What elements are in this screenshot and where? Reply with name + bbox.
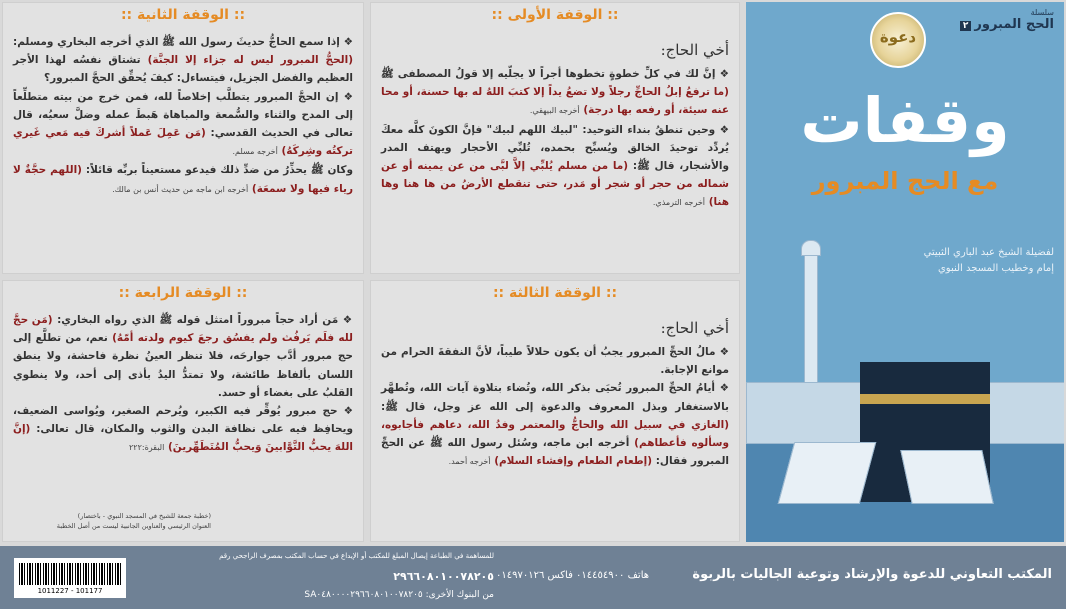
panel-body xyxy=(371,59,739,213)
text: ❖ وحين تنطقُ بنداء التوحيد: "لبيك اللهم لبيك" فإنَّ الكونَ كلَّه معكَ يُردِّد توحيدَ الخالق ويُسبِّح بحمده، تُلبِّي الأحجار ويهتف المدر والأشجار، قال ﷺ: xyxy=(381,123,730,173)
footnote-line: العنوان الرئيسي والعناوين الجانبية ليست من أصل الخطبة xyxy=(56,522,211,530)
hadith-quote: (الحجُّ المبرور ليس له جزاء إلا الجنَّة) xyxy=(147,54,354,67)
panel-fourth-stop xyxy=(2,280,364,542)
greeting: أخي الحاج: xyxy=(660,319,729,337)
hadith-quote: (الغازي في سبيل الله والحاجُّ والمعتمر وفدُ الله، دعاهم فأجابوه، وسألوه فأعطاهم) xyxy=(381,418,729,450)
text: ❖ حج مبرور يُوقِّر فيه الكبير، ويُرحم الصغير، ويُواسى الضعيف، ويحافِظ فيه على نظافة البدن والثوب والمكان، قال تعالى: xyxy=(13,405,354,436)
text: ❖ إنَّ لك في كلِّ خطوةٍ تخطوها أجراً لا يجلّيه إلا قولُ المصطفى ﷺ xyxy=(381,68,729,80)
cover-panel xyxy=(746,2,1064,542)
quran-quote: (إنَّ اللهَ يحبُّ التَّوَّابينَ وَيحبُّ المُتَطَهِّرينَ) xyxy=(13,423,353,454)
text: تشتاق نفسُه لهذا الأجر العظيم والفضل الجزيل، فيتساءل: كيفَ يُحقِّق الحجَّ المبرور؟ xyxy=(13,54,353,85)
hadith-quote: (ما من مسلم يُلبِّي إلاَّ لبَّى من عن يمينه أو عن شماله من حجر أو شجر أو مَدر، حتى تنقطع الأرضُ من ها هنا وها هنا) xyxy=(381,160,729,209)
text: ❖ مالُ الحجِّ المبرور يجبُ أن يكون حلالاً طيباً، لأنَّ النفقةَ الحرام من موانع الإجابة. xyxy=(381,346,729,377)
series-label: سلسلة xyxy=(1030,8,1054,17)
barcode xyxy=(14,558,126,598)
panel-body xyxy=(3,305,363,458)
panel-third-stop xyxy=(370,280,740,542)
series-name xyxy=(960,17,1054,32)
hadith-quote: (ما ترفعُ إبلُ الحاجِّ رجلاً ولا تضعُ يداً إلا كتبَ اللهُ له بها حسنة، أو محا عنه سيئة، أو رفعه بها درجة) xyxy=(381,86,729,117)
series-header xyxy=(960,8,1054,32)
footer-bar xyxy=(0,546,1066,609)
text: ❖ إذا سمع الحاجُّ حديثَ رسول الله ﷺ الذي أخرجه البخاري ومسلم: xyxy=(13,36,353,48)
contact-phones: هاتف ٠١٤٤٥٤٩٠٠ فاكس ٠١٤٩٧٠١٢٦ xyxy=(496,570,650,581)
panel-body xyxy=(3,27,363,199)
panel-body xyxy=(371,337,739,471)
tent-illustration xyxy=(900,450,993,504)
source-ref: البقرة:٢٢٢ xyxy=(128,443,165,453)
barcode-text: 1011227 - 101177 xyxy=(37,587,103,595)
iban-number: من البنوك الأخرى: SA٠٤٨٠٠٠٠٢٩٦٦٠٨٠١٠٠٧٨٢٠٥ xyxy=(304,590,494,600)
hadith-quote: (مَن حجَّ لله فلَم يَرفُث ولم يفسُق رجعَ كيوم ولدته أمّهُ) xyxy=(13,314,353,345)
source-ref: أخرجه مسلم. xyxy=(232,147,278,157)
panel-title: :: الوقفة الثالثة :: xyxy=(492,285,618,301)
footnote-line: (خطبة جمعة للشيخ في المسجد النبوي - باختصار) xyxy=(77,512,211,520)
text: وكان ﷺ يحذِّرُ من ضدِّ ذلك فيدعو مستعيناً بربِّه قائلاً: xyxy=(85,164,354,177)
kaaba-band-illustration xyxy=(860,394,990,404)
cover-title: وقفات xyxy=(800,84,1010,157)
panel-title: :: الوقفة الأولى :: xyxy=(491,7,619,23)
text: ❖ أيامُ الحجِّ المبرور تُحيَى بذكر الله، وتُضاء بتلاوة آيات الله، وتُطهَّر بالاستغفار وبذل المعروف والدعوة إلى الله عز وجل، قال ﷺ: xyxy=(381,382,729,413)
author xyxy=(924,245,1054,277)
series-number: ٢ xyxy=(960,21,972,31)
donation-note: للمساهمة في الطباعة إيصال المبلغ للمكتب أو الإيداع في حساب المكتب بمصرف الراجحي رقم xyxy=(219,552,494,560)
author-name: لفضيلة الشيخ عبد الباري الثبيتي xyxy=(923,247,1054,258)
logo-text: دعوة xyxy=(879,28,917,46)
tent-illustration xyxy=(778,442,877,504)
source-ref: أخرجه الترمذي. xyxy=(652,198,706,208)
source-ref: أخرجه البيهقي. xyxy=(529,106,580,116)
text: ❖ إن الحجَّ المبرور يتطلَّب إخلاصاً لله، فمن خرج من بيته متطلِّعاً إلى المدح والثناء والسُّمعة والمباهاة هَبطَ عمله وضلَّ سعيُه، قال تعالى في الحديث القدسي: xyxy=(13,90,353,140)
panel-title: :: الوقفة الثانية :: xyxy=(120,7,246,23)
hadith-quote: (إطعام الطعام وإفشاء السلام) xyxy=(494,455,653,468)
panel-title: :: الوقفة الرابعة :: xyxy=(118,285,248,301)
text: نعم، من تطلَّع إلى حج مبرور أدَّب جوارحَه، فلا تنظر العينُ نظرة فاحشة، ولا ينطق اللسان بألفاظ طائشة، ولا تمتدُّ اليدُ بأذى إلى أحد، ولا ينطوي القلبُ على بغضاء أو حسد. xyxy=(13,332,353,399)
account-number: ٢٩٦٦٠٨٠١٠٠٧٨٢٠٥ xyxy=(393,570,494,583)
panel-second-stop xyxy=(2,2,364,274)
text: أخرجه ابن ماجه، وسُئل رسول الله ﷺ عن الحجِّ المبرور فقال: xyxy=(381,437,729,468)
source-ref: أخرجه أحمد. xyxy=(448,457,491,467)
hadith-quote: (مَن عَمِلَ عَملاً أشركَ فيه مَعي غَيري تركتُه وشِركَهُ) xyxy=(13,127,353,158)
author-title: إمام وخطيب المسجد النبوي xyxy=(937,263,1054,274)
logo-seal xyxy=(870,12,926,68)
greeting: أخي الحاج: xyxy=(660,41,729,59)
series-name-text: الحج المبرور xyxy=(974,17,1054,32)
footnote xyxy=(11,511,211,531)
panel-first-stop xyxy=(370,2,740,274)
organization-name: المكتب التعاوني للدعوة والإرشاد وتوعية الجاليات بالربوة xyxy=(692,567,1052,582)
text: ❖ مَن أراد حجاً مبروراً امتثل قوله ﷺ الذي رواه البخاري: xyxy=(57,314,354,326)
source-ref: أخرجه ابن ماجه من حديث أنس بن مالك. xyxy=(112,184,249,194)
minaret-top-illustration xyxy=(801,240,821,256)
hadith-quote: (اللهم حجَّةٌ لا رياء فيها ولا سمعَة) xyxy=(13,164,353,195)
barcode-lines xyxy=(19,563,121,585)
cover-subtitle: مع الحج المبرور xyxy=(811,167,999,195)
